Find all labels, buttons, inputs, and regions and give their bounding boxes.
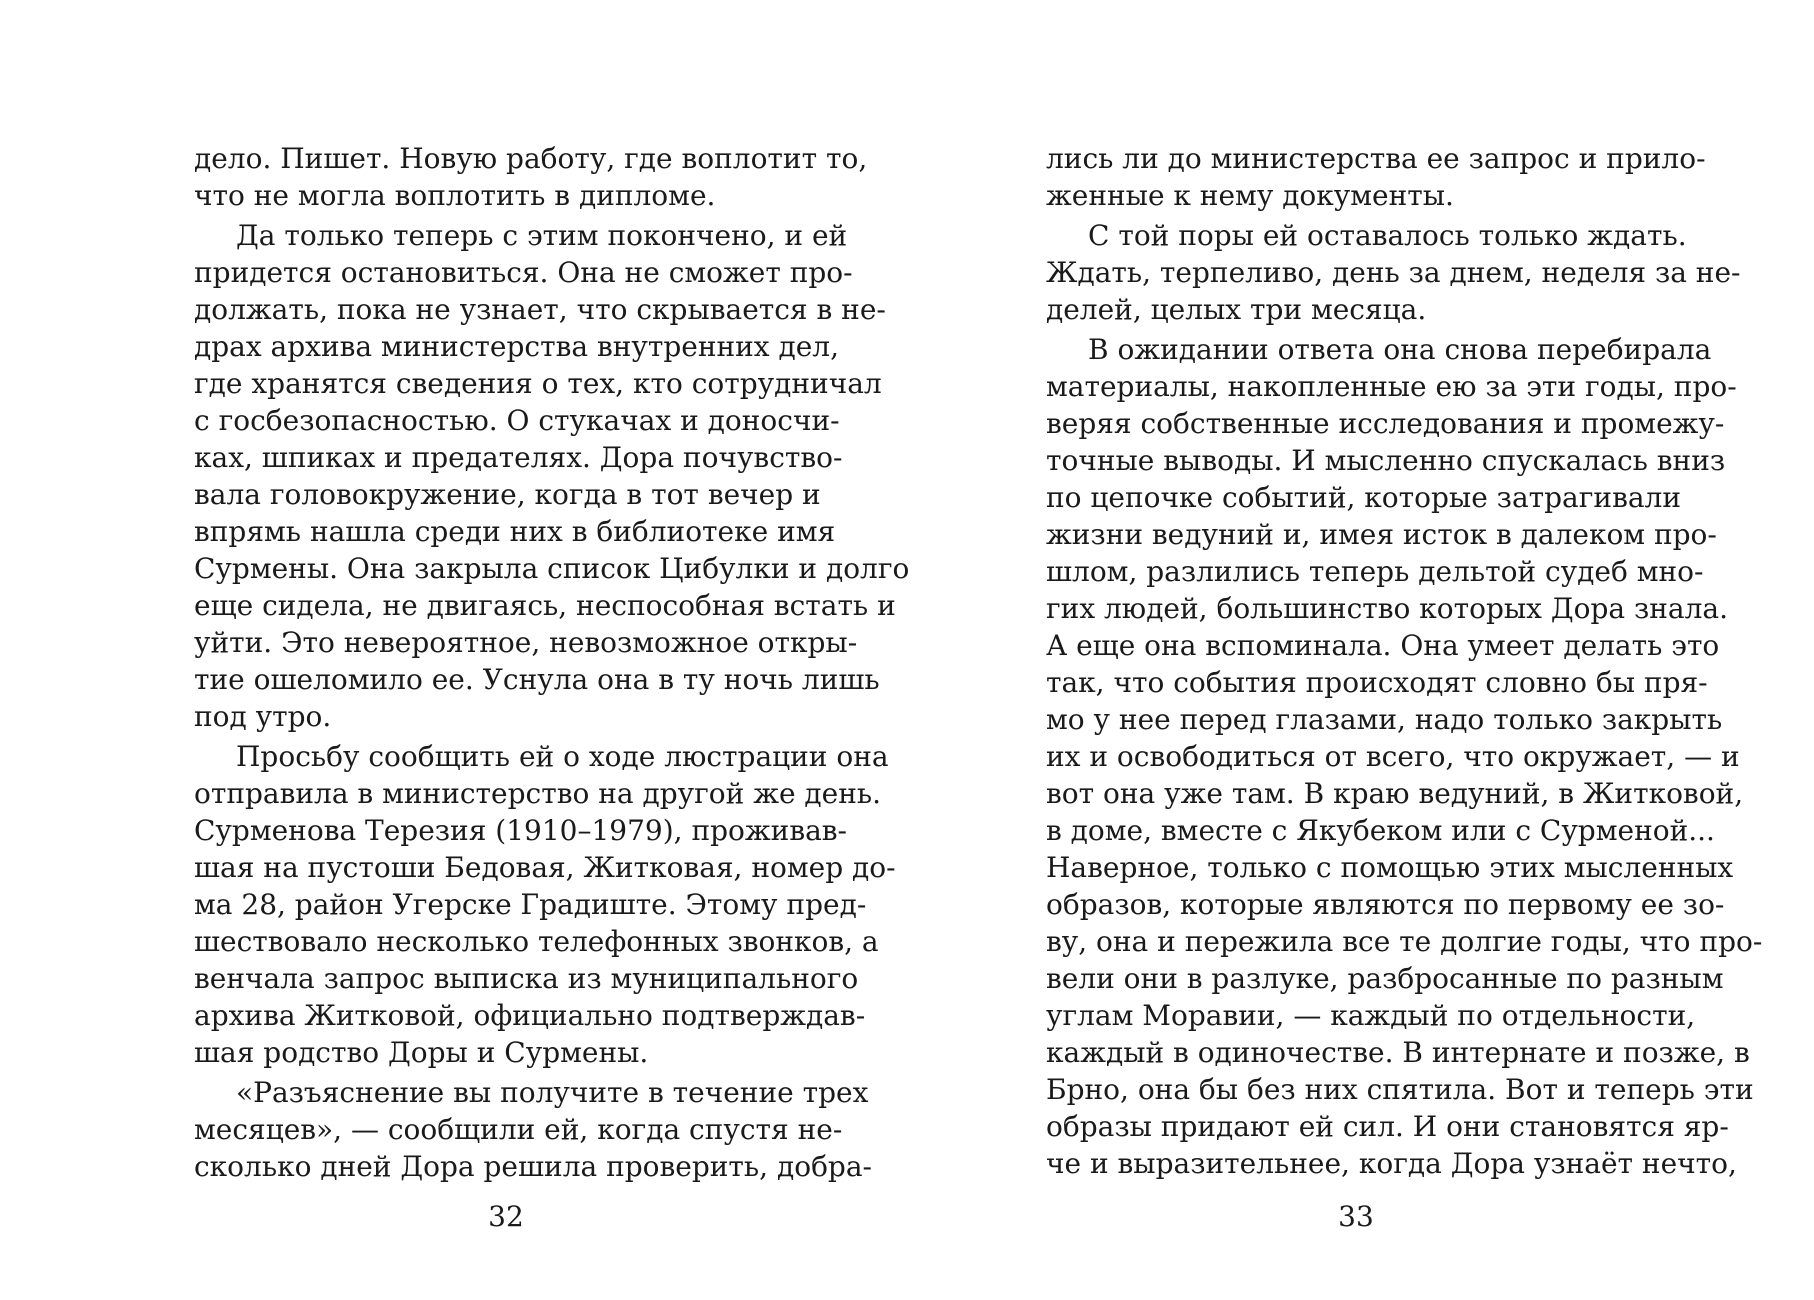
text-line: их и освободиться от всего, что окружает, — и: [1046, 740, 1740, 773]
text-line: драх архива министерства внутренних дел,: [194, 330, 839, 363]
text-line: по цепочке событий, которые затрагивали: [1046, 481, 1681, 514]
text-line: тие ошеломило ее. Уснула она в ту ночь лишь: [194, 663, 880, 696]
text-line: Наверное, только с помощью этих мысленных: [1046, 851, 1734, 884]
text-line: Да только теперь с этим покончено, и ей: [236, 219, 848, 252]
text-line: вели они в разлуке, разбросанные по разным: [1046, 962, 1724, 995]
text-line: вала головокружение, когда в тот вечер и: [194, 478, 821, 511]
text-line: ма 28, район Угерске Градиште. Этому пред-: [194, 888, 867, 921]
text-line: Просьбу сообщить ей о ходе люстрации она: [236, 740, 889, 773]
text-line: с госбезопасностью. О стукачах и доносчи-: [194, 404, 840, 437]
text-line: шлом, разлились теперь дельтой судеб мно-: [1046, 555, 1704, 588]
text-line: жизни ведуний и, имея исток в далеком про-: [1046, 518, 1717, 551]
text-line: отправила в министерство на другой же день.: [194, 777, 882, 810]
right-page: [1046, 140, 1763, 1182]
text-line: месяцев», — сообщили ей, когда спустя не-: [194, 1113, 843, 1146]
text-line: мо у нее перед глазами, надо только закрыть: [1046, 703, 1723, 736]
text-line: че и выразительнее, когда Дора узнаёт нечто,: [1046, 1147, 1737, 1180]
text-line: А еще она вспоминала. Она умеет делать это: [1046, 629, 1720, 662]
text-line: каждый в одиночестве. В интернате и позже, в: [1046, 1036, 1750, 1069]
text-line: Сурмены. Она закрыла список Цибулки и долго: [194, 552, 910, 585]
text-line: под утро.: [194, 700, 332, 733]
text-line: образы придают ей сил. И они становятся яр-: [1046, 1110, 1729, 1143]
text-line: веряя собственные исследования и промежу-: [1046, 407, 1725, 440]
text-line: Брно, она бы без них спятила. Вот и теперь эти: [1046, 1073, 1754, 1106]
text-line: где хранятся сведения о тех, кто сотрудничал: [194, 367, 882, 400]
text-line: так, что события происходят словно бы пря-: [1046, 666, 1708, 699]
text-line: впрямь нашла среди них в библиотеке имя: [194, 515, 836, 548]
text-line: материалы, накопленные ею за эти годы, про-: [1046, 370, 1737, 403]
text-line: С той поры ей оставалось только ждать.: [1088, 219, 1687, 252]
text-line: шая на пустоши Бедовая, Житковая, номер до-: [194, 851, 896, 884]
text-line: точные выводы. И мысленно спускалась вниз: [1046, 444, 1726, 477]
left-page: [194, 140, 910, 1185]
text-line: должать, пока не узнает, что скрывается в не-: [194, 293, 886, 326]
text-line: образов, которые являются по первому ее зо-: [1046, 888, 1725, 921]
text-line: ву, она и пережила все те долгие годы, что про-: [1046, 925, 1763, 958]
text-line: сколько дней Дора решила проверить, добра-: [194, 1150, 873, 1183]
text-line: дело. Пишет. Новую работу, где воплотит то,: [194, 142, 868, 175]
right-page-number: 33: [1338, 1200, 1374, 1233]
text-line: что не могла воплотить в дипломе.: [194, 179, 716, 212]
text-line: в доме, вместе с Якубеком или с Сурменой...: [1046, 814, 1715, 847]
text-line: Ждать, терпеливо, день за днем, неделя за не-: [1046, 256, 1741, 289]
text-line: женные к нему документы.: [1046, 179, 1454, 212]
text-line: лись ли до министерства ее запрос и прило-: [1046, 142, 1706, 175]
text-line: Сурменова Терезия (1910–1979), проживав-: [194, 814, 847, 847]
text-line: венчала запрос выписка из муниципального: [194, 962, 859, 995]
text-line: В ожидании ответа она снова перебирала: [1088, 333, 1712, 366]
text-line: делей, целых три месяца.: [1046, 293, 1427, 326]
text-line: архива Житковой, официально подтверждав-: [194, 999, 866, 1032]
text-line: уйти. Это невероятное, невозможное откры-: [194, 626, 858, 659]
text-line: еще сидела, не двигаясь, неспособная встать и: [194, 589, 896, 622]
text-line: углам Моравии, — каждый по отдельности,: [1046, 999, 1696, 1032]
text-line: придется остановиться. Она не сможет про-: [194, 256, 853, 289]
text-line: «Разъяснение вы получите в течение трех: [236, 1076, 869, 1109]
text-line: шествовало несколько телефонных звонков, а: [194, 925, 879, 958]
text-line: шая родство Доры и Сурмены.: [194, 1036, 649, 1069]
left-page-number: 32: [488, 1200, 524, 1233]
text-line: вот она уже там. В краю ведуний, в Житковой,: [1046, 777, 1744, 810]
text-line: ках, шпиках и предателях. Дора почувство-: [194, 441, 843, 474]
text-line: гих людей, большинство которых Дора знала.: [1046, 592, 1729, 625]
